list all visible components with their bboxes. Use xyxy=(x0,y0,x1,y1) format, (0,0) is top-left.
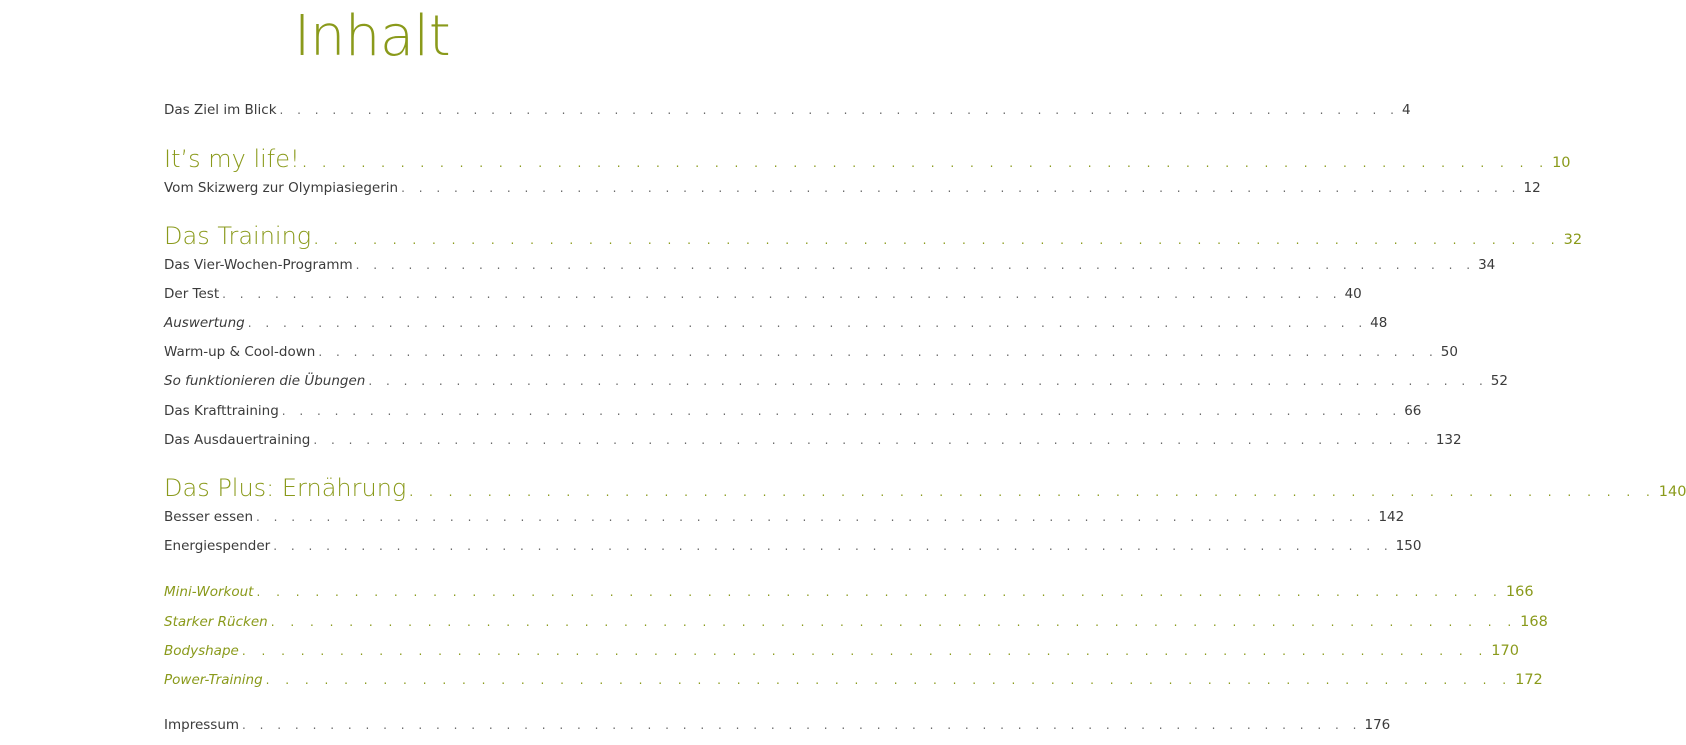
toc-entry xyxy=(164,717,1391,745)
toc-entry xyxy=(164,315,1388,343)
dot-leader: . . . . . . . . . . . . . . . . . . . . . . . . . . . . . . . . . . . . . . . . . . . . . . . . . . . . . . . . . . . . . . . . xyxy=(256,510,1376,524)
toc-page-number: 166 xyxy=(1505,584,1534,600)
toc-bonus-entry xyxy=(164,643,1519,671)
toc-page-number: 150 xyxy=(1395,538,1422,554)
toc-entry xyxy=(164,102,1411,130)
toc-entry-label: Der Test xyxy=(164,286,220,302)
toc-page-number: 140 xyxy=(1658,484,1686,500)
toc-entry xyxy=(164,180,1541,208)
toc-page-number: 168 xyxy=(1520,614,1548,630)
toc-section-label: Das Training xyxy=(164,222,312,250)
toc-entry xyxy=(164,373,1508,401)
dot-leader: . . . . . . . . . . . . . . . . . . . . . . . . . . . . . . . . . . . . . . . . . . . . . . . . . . . . . . . . . . . . . . . . xyxy=(401,181,1521,195)
toc-page-number: 34 xyxy=(1478,257,1496,273)
toc-bonus-entry xyxy=(164,584,1534,612)
toc-page-number: 12 xyxy=(1523,180,1541,196)
toc-page-number: 142 xyxy=(1378,509,1405,525)
dot-leader: . . . . . . . . . . . . . . . . . . . . . . . . . . . . . . . . . . . . . . . . . . . . . . . . . . . . . . . . . . . . . . . . xyxy=(318,345,1438,359)
dot-leader: . . . . . . . . . . . . . . . . . . . . . . . . . . . . . . . . . . . . . . . . . . . . . . . . . . . . . . . . . . . . . . . . xyxy=(313,433,1433,447)
toc-page-number: 176 xyxy=(1364,717,1391,733)
toc-entry-label: Energiespender xyxy=(164,538,271,554)
toc-entry-label: Warm-up & Cool-down xyxy=(164,344,316,360)
toc-entry-label: Besser essen xyxy=(164,509,254,525)
toc-section-heading xyxy=(164,145,1571,173)
toc-entry xyxy=(164,286,1362,314)
toc-entry-label: Das Krafttraining xyxy=(164,403,279,419)
dot-leader: . . . . . . . . . . . . . . . . . . . . . . . . . . . . . . . . . . . . . . . . . . . . . . . . . . . . . . . . . . . . . . . . xyxy=(265,673,1513,687)
dot-leader: . . . . . . . . . . . . . . . . . . . . . . . . . . . . . . . . . . . . . . . . . . . . . . . . . . . . . . . . . . . . . . . . xyxy=(281,404,1402,418)
toc-entry xyxy=(164,257,1496,285)
toc-page-number: 40 xyxy=(1344,286,1362,302)
toc-bonus-label: Starker Rücken xyxy=(164,614,268,630)
dot-leader: . . . . . . . . . . . . . . . . . . . . . . . . . . . . . . . . . . . . . . . . . . . . . . . . . . . . . . . . . . . . . . . . xyxy=(368,374,1488,388)
dot-leader: . . . . . . . . . . . . . . . . . . . . . . . . . . . . . . . . . . . . . . . . . . . . . . . . . . . . . . . . . . . . . . . . xyxy=(355,258,1476,272)
toc-entry-label: Impressum xyxy=(164,717,240,733)
toc-page-number: 4 xyxy=(1401,102,1411,118)
toc-section-label: It’s my life! xyxy=(164,145,300,173)
toc-entry-label: So funktionieren die Übungen xyxy=(164,373,366,389)
toc-page-number: 132 xyxy=(1435,432,1462,448)
toc-bonus-label: Bodyshape xyxy=(164,643,239,659)
toc-page-number: 66 xyxy=(1404,403,1422,419)
toc-section-heading xyxy=(164,222,1583,250)
dot-leader: . . . . . . . . . . . . . . . . . . . . . . . . . . . . . . . . . . . . . . . . . . . . . . . . . . . . . . . . . . . . . . . . xyxy=(302,156,1550,170)
toc-page-number: 32 xyxy=(1563,232,1583,248)
toc-entry xyxy=(164,403,1422,431)
dot-leader: . . . . . . . . . . . . . . . . . . . . . . . . . . . . . . . . . . . . . . . . . . . . . . . . . . . . . . . . . . . . . . . . xyxy=(409,485,1656,499)
toc-page-number: 170 xyxy=(1491,643,1519,659)
toc-page-number: 172 xyxy=(1515,672,1543,688)
dot-leader: . . . . . . . . . . . . . . . . . . . . . . . . . . . . . . . . . . . . . . . . . . . . . . . . . . . . . . . . . . . . . . . . xyxy=(279,103,1399,117)
page-title: Inhalt xyxy=(293,4,451,69)
dot-leader: . . . . . . . . . . . . . . . . . . . . . . . . . . . . . . . . . . . . . . . . . . . . . . . . . . . . . . . . . . . . . . . . xyxy=(256,585,1503,599)
toc-entry-label: Auswertung xyxy=(164,315,245,331)
toc-bonus-entry xyxy=(164,614,1548,642)
toc-section-heading xyxy=(164,474,1686,502)
toc-entry-label: Das Ziel im Blick xyxy=(164,102,277,118)
dot-leader: . . . . . . . . . . . . . . . . . . . . . . . . . . . . . . . . . . . . . . . . . . . . . . . . . . . . . . . . . . . . . . . . xyxy=(242,718,1362,732)
dot-leader: . . . . . . . . . . . . . . . . . . . . . . . . . . . . . . . . . . . . . . . . . . . . . . . . . . . . . . . . . . . . . . . . xyxy=(247,316,1368,330)
toc-entry xyxy=(164,538,1422,566)
toc-entry-label: Das Ausdauertraining xyxy=(164,432,311,448)
toc-entry-label: Vom Skizwerg zur Olympiasiegerin xyxy=(164,180,399,196)
dot-leader: . . . . . . . . . . . . . . . . . . . . . . . . . . . . . . . . . . . . . . . . . . . . . . . . . . . . . . . . . . . . . . . . xyxy=(314,233,1561,247)
dot-leader: . . . . . . . . . . . . . . . . . . . . . . . . . . . . . . . . . . . . . . . . . . . . . . . . . . . . . . . . . . . . . . . . xyxy=(222,287,1342,301)
toc-bonus-label: Power-Training xyxy=(164,672,263,688)
toc-page-number: 10 xyxy=(1552,155,1571,171)
toc-section-label: Das Plus: Ernährung xyxy=(164,474,407,502)
toc-bonus-label: Mini-Workout xyxy=(164,584,254,600)
dot-leader: . . . . . . . . . . . . . . . . . . . . . . . . . . . . . . . . . . . . . . . . . . . . . . . . . . . . . . . . . . . . . . . . xyxy=(241,644,1489,658)
toc-entry xyxy=(164,432,1462,460)
toc-bonus-entry xyxy=(164,672,1543,700)
toc-page-number: 50 xyxy=(1440,344,1458,360)
toc-entry-label: Das Vier-Wochen-Programm xyxy=(164,257,353,273)
toc-page-number: 48 xyxy=(1370,315,1388,331)
toc-page-number: 52 xyxy=(1490,373,1508,389)
dot-leader: . . . . . . . . . . . . . . . . . . . . . . . . . . . . . . . . . . . . . . . . . . . . . . . . . . . . . . . . . . . . . . . . xyxy=(273,539,1393,553)
toc-entry xyxy=(164,344,1458,372)
dot-leader: . . . . . . . . . . . . . . . . . . . . . . . . . . . . . . . . . . . . . . . . . . . . . . . . . . . . . . . . . . . . . . . . xyxy=(270,615,1518,629)
toc-entry xyxy=(164,509,1405,537)
